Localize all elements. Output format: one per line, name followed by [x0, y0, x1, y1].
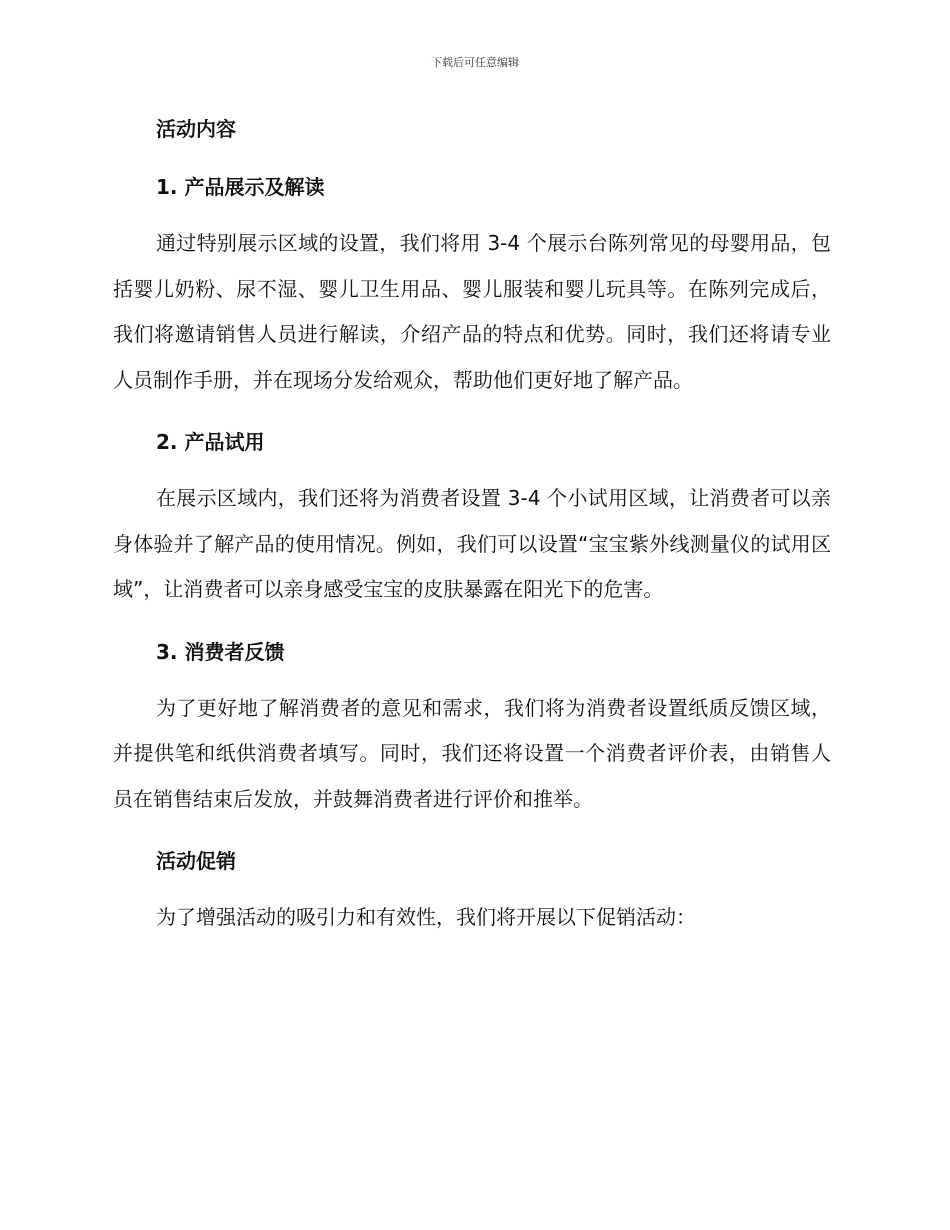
paragraph-product-display: 通过特别展示区域的设置，我们将用 3-4 个展示台陈列常见的母婴用品，包括婴儿奶粉、尿不湿、婴儿卫生用品、婴儿服装和婴儿玩具等。在陈列完成后，我们将邀请销售人员进行解读，介绍产品的特点和优势。同时，我们还将请专业人员制作手册，并在现场分发给观众，帮助他们更好地了解产品。 — [113, 231, 831, 392]
subheading-product-trial: 2. 产品试用 — [156, 430, 265, 454]
page-header-note: 下载后可任意编辑 — [431, 56, 519, 69]
paragraph-consumer-feedback: 为了更好地了解消费者的意见和需求，我们将为消费者设置纸质反馈区域，并提供笔和纸供消费者填写。同时，我们还将设置一个消费者评价表，由销售人员在销售结束后发放，并鼓舞消费者进行评价和推举。 — [113, 695, 831, 811]
subheading-consumer-feedback: 3. 消费者反馈 — [156, 639, 285, 664]
section-heading-promotion: 活动促销 — [156, 849, 236, 873]
paragraph-promotion: 为了增强活动的吸引力和有效性，我们将开展以下促销活动： — [156, 905, 696, 929]
subheading-product-display: 1. 产品展示及解读 — [156, 175, 325, 199]
document-body — [113, 112, 831, 941]
section-heading-activity: 活动内容 — [156, 117, 236, 141]
paragraph-product-trial: 在展示区域内，我们还将为消费者设置 3-4 个小试用区域，让消费者可以亲身体验并了解产品的使用情况。例如，我们可以设置“宝宝紫外线测量仪的试用区域”，让消费者可以亲身感受宝宝的皮肤暴露在阳光下的危害。 — [113, 486, 831, 601]
